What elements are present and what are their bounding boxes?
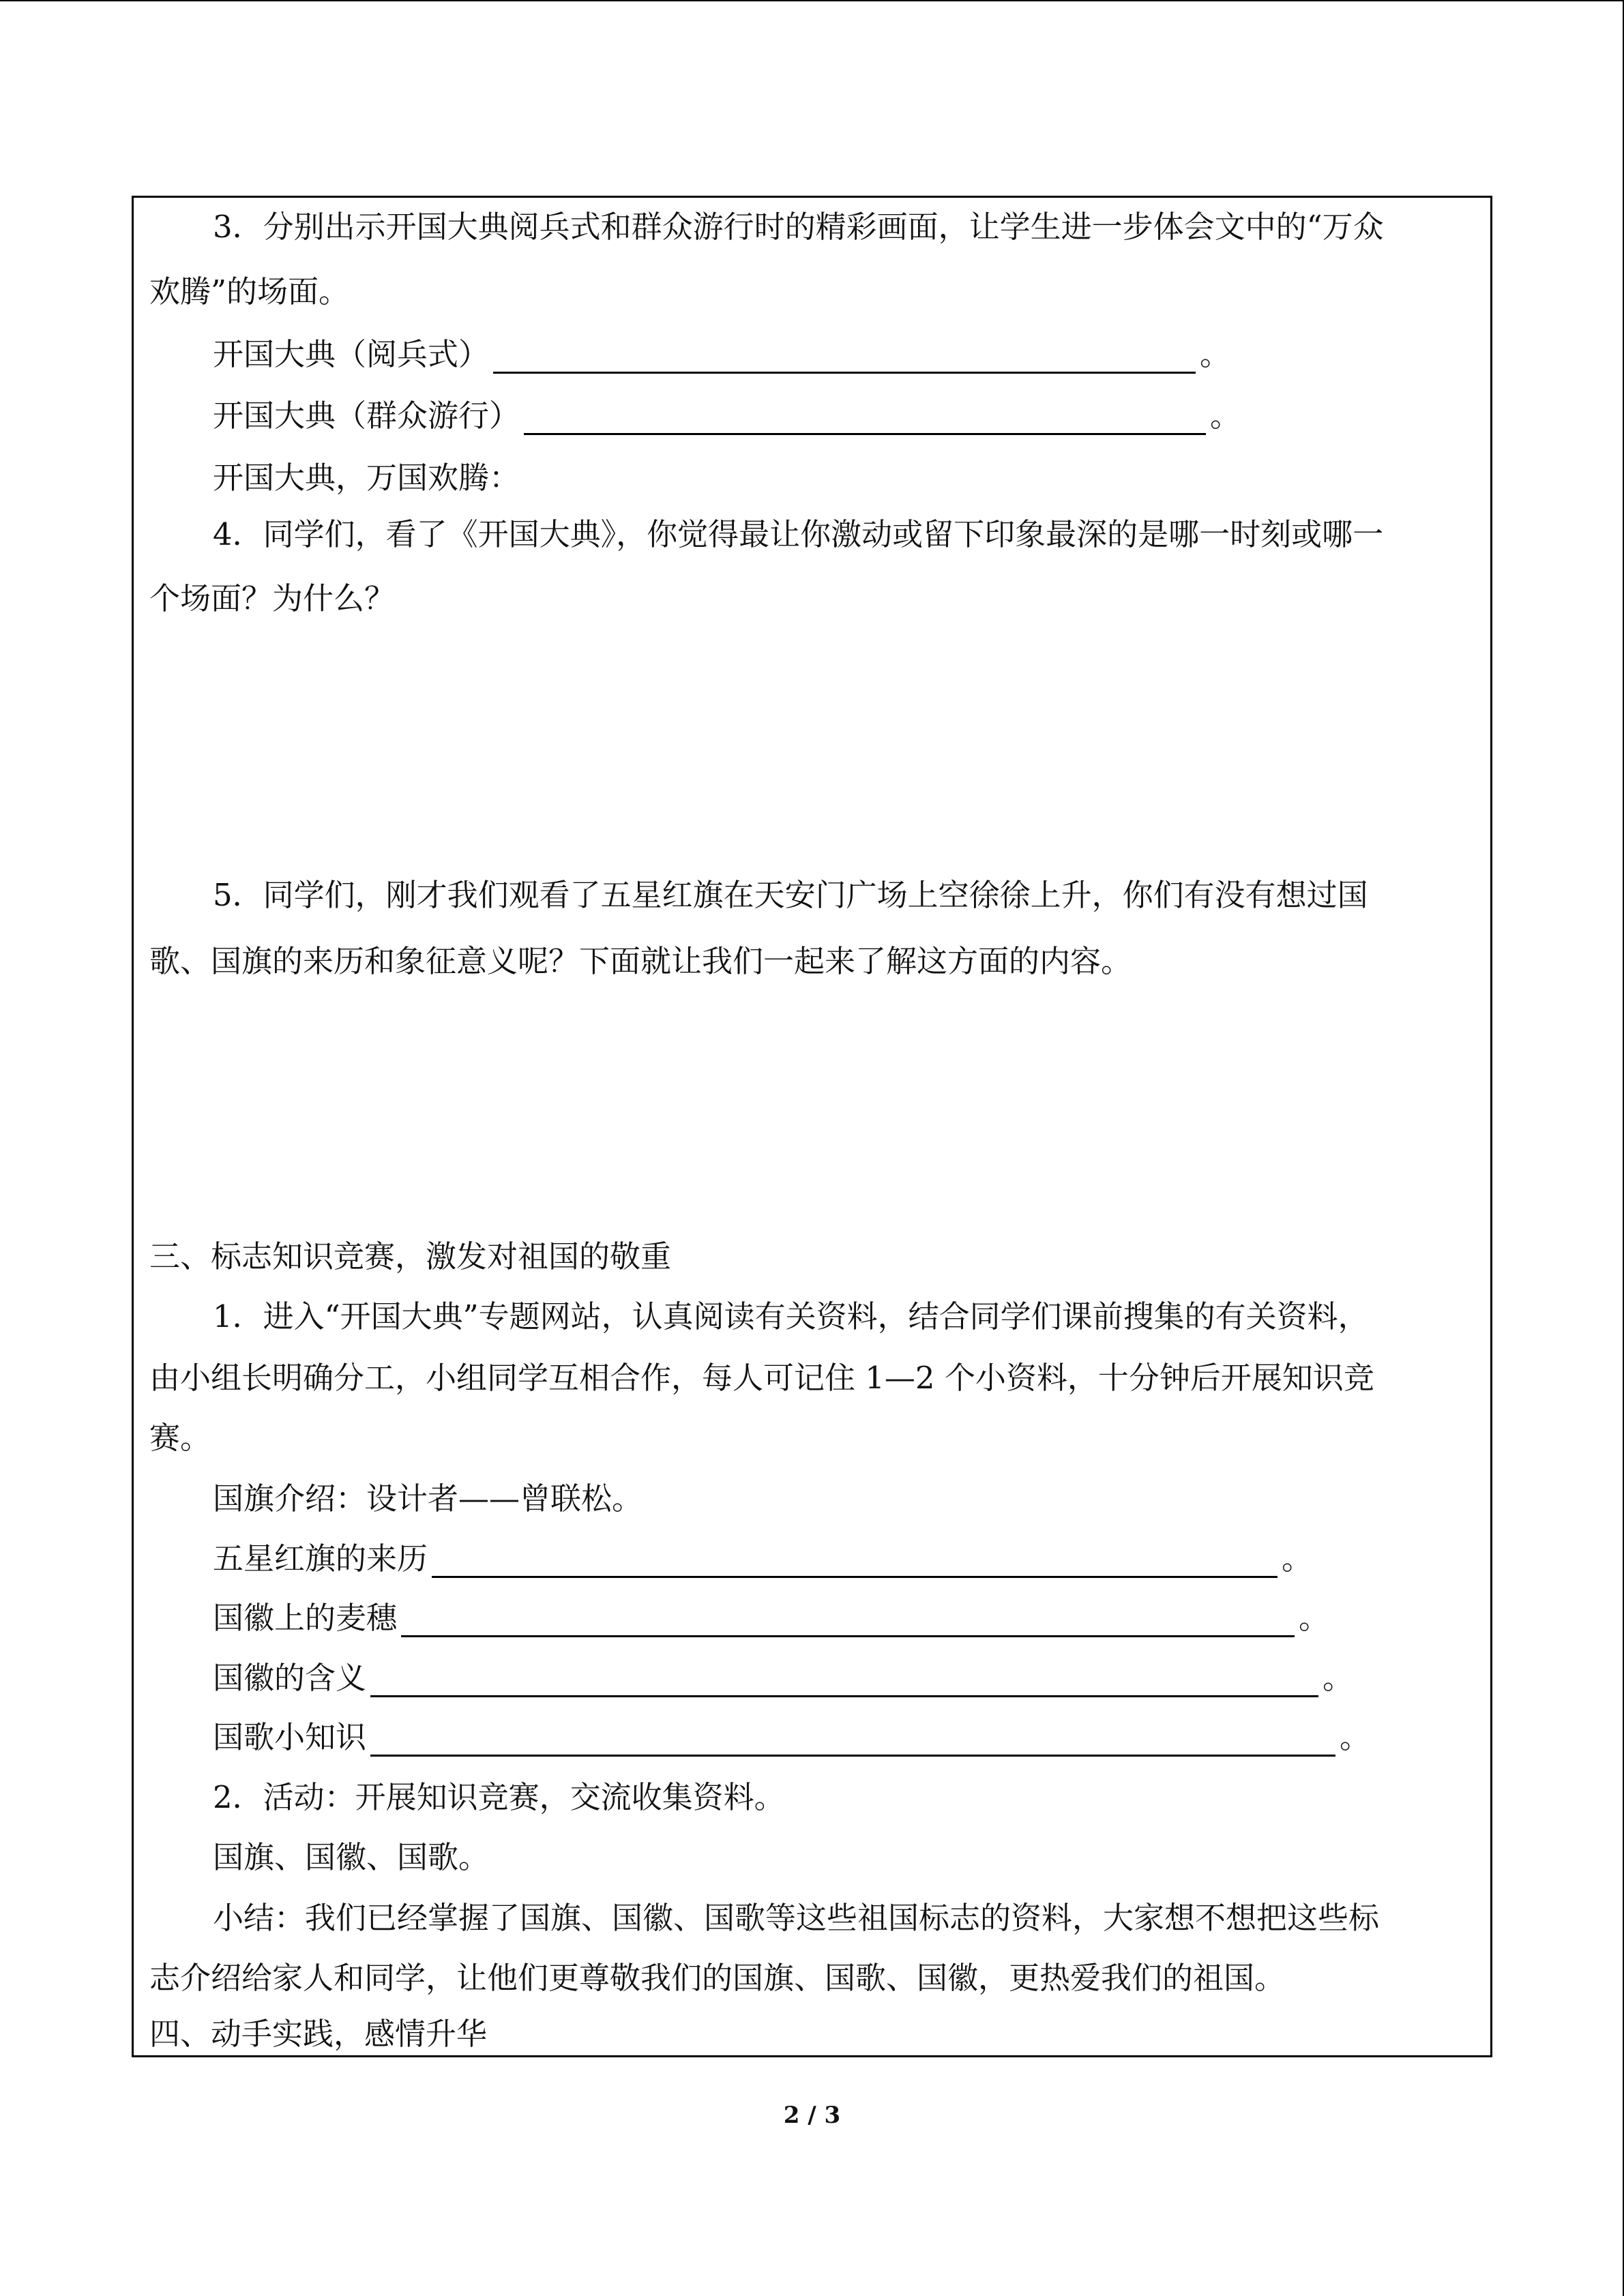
parade-fill-row xyxy=(213,336,1230,374)
period: 。 xyxy=(1323,1660,1354,1696)
emblem-wheat-label: 国徽上的麦穗 xyxy=(213,1600,398,1636)
anthem-label: 国歌小知识 xyxy=(213,1719,367,1755)
item3-line1: 3．分别出示开国大典阅兵式和群众游行时的精彩画面，让学生进一步体会文中的“万众 xyxy=(213,209,1384,245)
page-number: 2 / 3 xyxy=(783,2102,841,2129)
period: 。 xyxy=(1299,1600,1330,1636)
section4-heading: 四、动手实践，感情升华 xyxy=(149,2016,488,2052)
emblem-wheat-blank-line[interactable] xyxy=(401,1605,1295,1637)
item4-line1: 4．同学们，看了《开国大典》，你觉得最让你激动或留下印象最深的是哪一时刻或哪一 xyxy=(213,516,1384,552)
period: 。 xyxy=(1200,336,1231,372)
parade-label: 开国大典（阅兵式） xyxy=(213,336,490,372)
section3-heading: 三、标志知识竞赛，激发对祖国的敬重 xyxy=(149,1238,672,1274)
section3-item1-line3: 赛。 xyxy=(149,1420,211,1456)
symbols-line: 国旗、国徽、国歌。 xyxy=(213,1839,490,1875)
anthem-fill-row xyxy=(213,1718,1370,1757)
item5-line1: 5．同学们，刚才我们观看了五星红旗在天安门广场上空徐徐上升，你们有没有想过国 xyxy=(213,877,1368,913)
period: 。 xyxy=(1210,398,1241,434)
summary-line1: 小结：我们已经掌握了国旗、国徽、国歌等这些祖国标志的资料，大家想不想把这些标 xyxy=(213,1900,1380,1936)
period: 。 xyxy=(1340,1719,1371,1755)
item4-line2: 个场面？为什么？ xyxy=(149,580,396,616)
emblem-meaning-fill-row xyxy=(213,1659,1353,1697)
procession-label: 开国大典（群众游行） xyxy=(213,398,520,434)
parade-blank-line[interactable] xyxy=(493,342,1196,374)
summary-line2: 志介绍给家人和同学，让他们更尊敬我们的国旗、国歌、国徽，更热爱我们的祖国。 xyxy=(149,1960,1286,1996)
anthem-blank-line[interactable] xyxy=(370,1725,1335,1757)
flag-intro: 国旗介绍：设计者——曾联松。 xyxy=(213,1480,643,1517)
emblem-meaning-label: 国徽的含义 xyxy=(213,1660,367,1696)
flag-origin-fill-row xyxy=(213,1540,1312,1578)
period: 。 xyxy=(1282,1540,1313,1577)
section3-item2: 2．活动：开展知识竞赛，交流收集资料。 xyxy=(213,1779,785,1815)
flag-origin-blank-line[interactable] xyxy=(432,1546,1278,1578)
celebration-line: 开国大典，万国欢腾： xyxy=(213,460,520,496)
item5-line2: 歌、国旗的来历和象征意义呢？下面就让我们一起来了解这方面的内容。 xyxy=(149,943,1132,979)
procession-fill-row xyxy=(213,397,1241,435)
emblem-wheat-fill-row xyxy=(213,1599,1329,1637)
section3-item1-line2: 由小组长明确分工，小组同学互相合作，每人可记住 1—2 个小资料，十分钟后开展知识竞 xyxy=(149,1360,1374,1396)
section3-item1-line1: 1．进入“开国大典”专题网站，认真阅读有关资料，结合同学们课前搜集的有关资料， xyxy=(213,1298,1369,1335)
emblem-meaning-blank-line[interactable] xyxy=(370,1665,1318,1697)
procession-blank-line[interactable] xyxy=(524,403,1206,435)
item3-line2: 欢腾”的场面。 xyxy=(149,273,350,310)
flag-origin-label: 五星红旗的来历 xyxy=(213,1540,428,1577)
